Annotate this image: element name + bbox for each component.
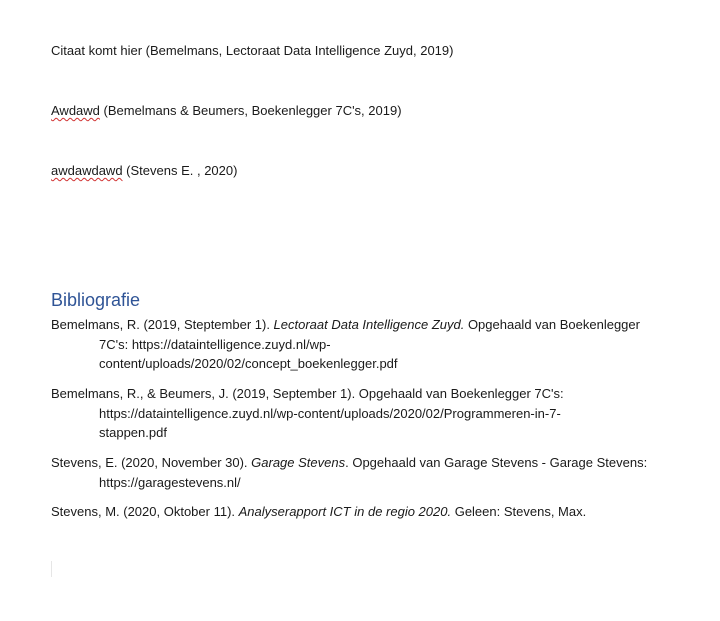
- entry-author-date: Stevens, M. (2020, Oktober 11).: [51, 504, 239, 519]
- citation-paragraph-1[interactable]: [51, 41, 453, 61]
- entry-continuation: https://dataintelligence.zuyd.nl/wp-content/uploads/2020/02/Programmeren-in-7-: [99, 405, 561, 421]
- citation-text: (Bemelmans & Beumers, Boekenlegger 7C's, 2019): [99, 103, 402, 118]
- bibliography-entry[interactable]: [51, 453, 661, 492]
- citation-text: Citaat komt hier (Bemelmans, Lectoraat Data Intelligence Zuyd, 2019): [51, 43, 454, 58]
- entry-author-date: Bemelmans, R. (2019, Steptember 1).: [51, 317, 274, 332]
- citation-text: (Stevens E. , 2020): [122, 163, 238, 178]
- entry-source: . Opgehaald van Garage Stevens - Garage Stevens:: [345, 455, 648, 470]
- entry-title: Lectoraat Data Intelligence Zuyd.: [273, 317, 465, 332]
- misspelled-word[interactable]: awdawdawd: [51, 163, 123, 178]
- misspelled-word[interactable]: Awdawd: [51, 103, 100, 118]
- entry-author-date: Stevens, E. (2020, November 30).: [51, 455, 252, 470]
- bibliography-entry[interactable]: [51, 384, 661, 443]
- bibliography-entry[interactable]: [51, 315, 661, 374]
- bibliography-heading: Bibliografie: [51, 290, 141, 310]
- entry-source: Opgehaald van Boekenlegger: [464, 317, 640, 332]
- entry-continuation: https://garagestevens.nl/: [99, 474, 241, 490]
- entry-source: Geleen: Stevens, Max.: [451, 504, 587, 519]
- entry-continuation: content/uploads/2020/02/concept_boekenlegger.pdf: [99, 356, 398, 371]
- citation-paragraph-3[interactable]: [51, 161, 237, 181]
- text-cursor: [51, 561, 52, 577]
- entry-author-date: Bemelmans, R., & Beumers, J. (2019, September 1). Opgehaald van Boekenlegger 7C's:: [51, 386, 564, 401]
- entry-title: Garage Stevens: [251, 455, 346, 470]
- entry-title: Analyserapport ICT in de regio 2020.: [238, 504, 452, 519]
- entry-continuation: 7C's: https://dataintelligence.zuyd.nl/wp-: [99, 336, 331, 352]
- citation-paragraph-2[interactable]: [51, 101, 402, 121]
- bibliography-entry[interactable]: [51, 502, 661, 522]
- entry-continuation: stappen.pdf: [99, 425, 167, 440]
